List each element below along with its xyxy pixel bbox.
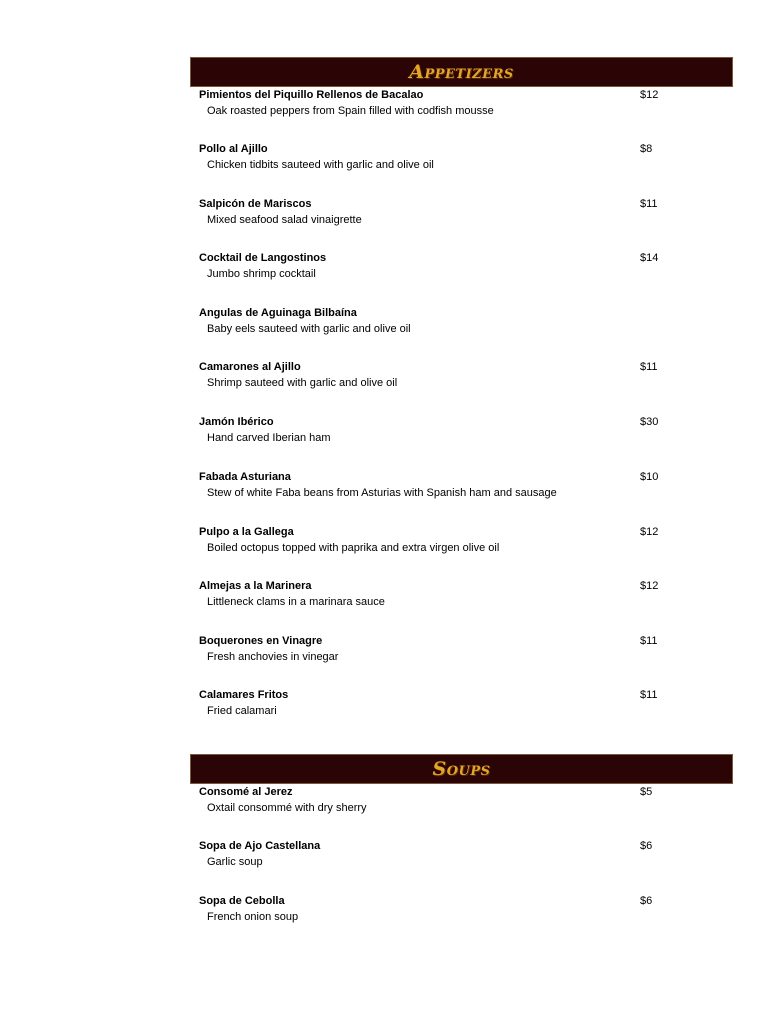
item-description: French onion soup [207, 911, 299, 923]
item-price: $10 [640, 471, 659, 483]
item-name: Camarones al Ajillo [199, 361, 301, 373]
menu-item [199, 895, 669, 935]
item-name: Pimientos del Piquillo Rellenos de Bacalao [199, 89, 424, 101]
menu-item [199, 307, 669, 347]
menu-item [199, 526, 669, 566]
menu-item [199, 580, 669, 620]
item-description: Stew of white Faba beans from Asturias with Spanish ham and sausage [207, 487, 557, 499]
item-price: $5 [640, 786, 653, 798]
item-name: Pollo al Ajillo [199, 143, 268, 155]
menu-item [199, 252, 669, 292]
item-description: Fried calamari [207, 705, 277, 717]
section-title: Appetizers [409, 61, 514, 83]
item-description: Shrimp sauteed with garlic and olive oil [207, 377, 398, 389]
item-name: Salpicón de Mariscos [199, 198, 312, 210]
item-description: Boiled octopus topped with paprika and extra virgen olive oil [207, 542, 500, 554]
item-price: $12 [640, 526, 659, 538]
item-description: Mixed seafood salad vinaigrette [207, 214, 362, 226]
section-header-appetizers [190, 57, 733, 87]
item-price: $12 [640, 580, 659, 592]
menu-item [199, 786, 669, 826]
item-price: $6 [640, 840, 653, 852]
menu-item [199, 143, 669, 183]
item-name: Almejas a la Marinera [199, 580, 312, 592]
item-description: Jumbo shrimp cocktail [207, 268, 316, 280]
item-description: Garlic soup [207, 856, 263, 868]
item-name: Consomé al Jerez [199, 786, 293, 798]
menu-item [199, 89, 669, 129]
item-description: Littleneck clams in a marinara sauce [207, 596, 385, 608]
item-name: Angulas de Aguinaga Bilbaína [199, 307, 357, 319]
menu-item [199, 840, 669, 880]
section-title: Soups [432, 758, 491, 780]
item-name: Calamares Fritos [199, 689, 289, 701]
item-description: Hand carved Iberian ham [207, 432, 331, 444]
item-description: Baby eels sauteed with garlic and olive oil [207, 323, 411, 335]
item-price: $11 [640, 635, 658, 647]
menu-item [199, 471, 669, 511]
item-price: $11 [640, 361, 658, 373]
item-price: $14 [640, 252, 659, 264]
item-name: Sopa de Cebolla [199, 895, 285, 907]
section-header-soups [190, 754, 733, 784]
item-price: $11 [640, 689, 658, 701]
item-description: Oxtail consommé with dry sherry [207, 802, 367, 814]
item-description: Oak roasted peppers from Spain filled with codfish mousse [207, 105, 494, 117]
item-price: $6 [640, 895, 653, 907]
menu-item [199, 198, 669, 238]
item-name: Boquerones en Vinagre [199, 635, 323, 647]
item-price: $30 [640, 416, 659, 428]
item-name: Jamón Ibérico [199, 416, 274, 428]
item-name: Pulpo a la Gallega [199, 526, 294, 538]
item-description: Fresh anchovies in vinegar [207, 651, 339, 663]
menu-item [199, 635, 669, 675]
menu-item [199, 689, 669, 729]
item-price: $11 [640, 198, 658, 210]
item-name: Fabada Asturiana [199, 471, 291, 483]
menu-item [199, 416, 669, 456]
item-price: $8 [640, 143, 653, 155]
menu-item [199, 361, 669, 401]
item-price: $12 [640, 89, 659, 101]
item-name: Cocktail de Langostinos [199, 252, 327, 264]
item-name: Sopa de Ajo Castellana [199, 840, 321, 852]
item-description: Chicken tidbits sauteed with garlic and olive oil [207, 159, 434, 171]
